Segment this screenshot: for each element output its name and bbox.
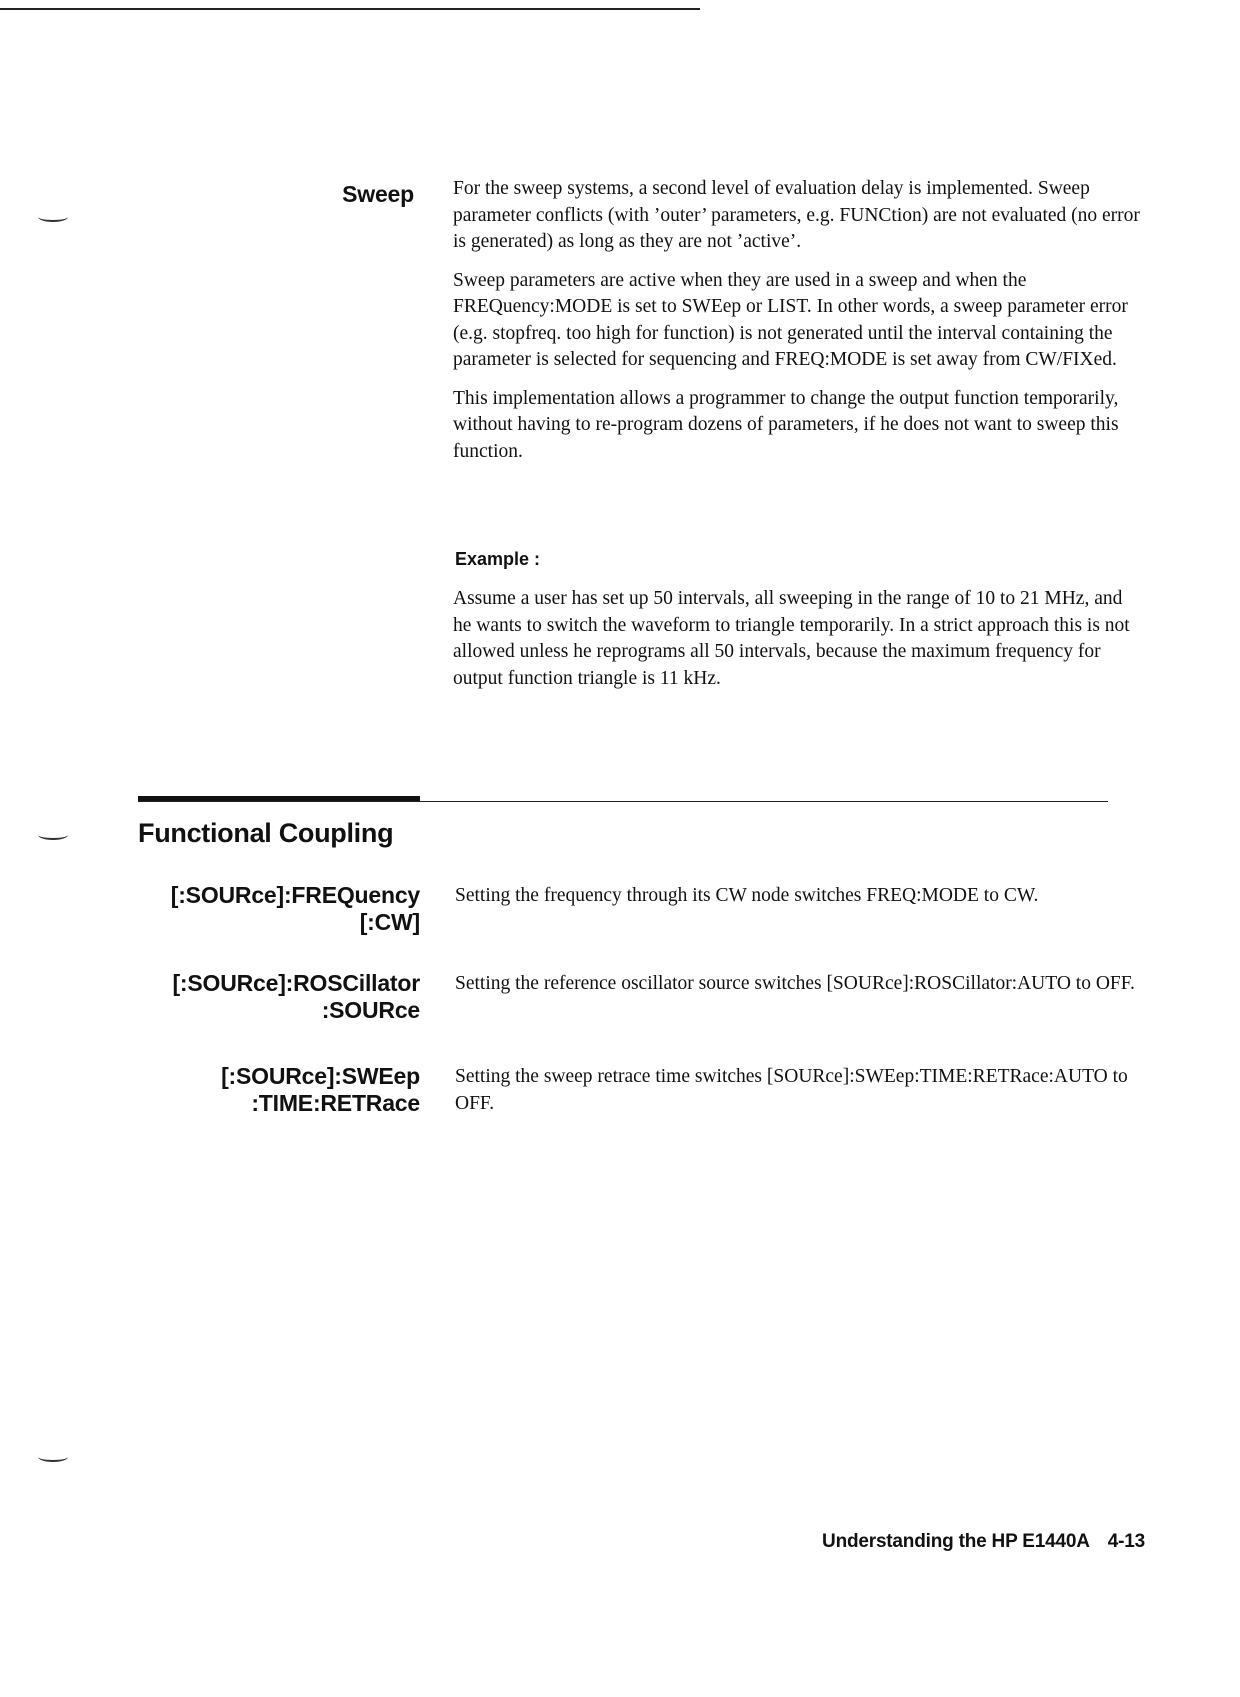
sweep-paragraph-3: This implementation allows a programmer to change the output function temporarily, without having to re-program dozens of parameters, if he does not want to sweep this function. [453,387,1119,462]
page-number: 4-13 [1107,1531,1145,1552]
coupling-label-line2: :TIME:RETRace [251,1090,420,1116]
top-rule [0,8,700,10]
coupling-text-frequency: Setting the frequency through its CW node switches FREQ:MODE to CW. [455,885,1039,906]
margin-mark-2 [38,830,68,840]
footer-title: Understanding the HP E1440A [822,1531,1090,1552]
example-body [453,586,1143,704]
coupling-label-line2: :SOURce [321,997,420,1023]
example-heading: Example : [455,549,541,569]
sweep-paragraph-1: For the sweep systems, a second level of evaluation delay is implemented. Sweep parameter conflicts (with ’outer’ parameters, e.g. FUNCtion) are not evaluated (no error is generated) as long as they are not ’active’. [453,178,1140,252]
coupling-text-sweep: Setting the sweep retrace time switches [SOURce]:SWEep:TIME:RETRace:AUTO to OFF. [455,1066,1128,1114]
sweep-paragraph-2: Sweep parameters are active when they are used in a sweep and when the FREQuency:MODE is set to SWEep or LIST. In other words, a sweep parameter error (e.g. stopfreq. too high for function) is not generated until the interval containing the parameter is selected for sequencing and FREQ:MODE is set away from CW/FIXed. [453,269,1128,370]
sweep-label: Sweep [342,181,414,207]
coupling-label-line1: [:SOURce]:ROSCillator [172,970,420,996]
coupling-label-line1: [:SOURce]:SWEep [221,1063,420,1089]
section-title: Functional Coupling [138,818,394,848]
coupling-text-roscillator: Setting the reference oscillator source switches [SOURce]:ROSCillator:AUTO to OFF. [455,973,1135,994]
margin-mark-1 [38,212,68,222]
coupling-label-roscillator [172,970,420,1024]
margin-mark-3 [38,1452,68,1462]
coupling-label-frequency [171,882,420,936]
example-text: Assume a user has set up 50 intervals, all sweeping in the range of 10 to 21 MHz, and he wants to switch the waveform to triangle temporarily. In a strict approach this is not allowed unless he reprograms all 50 intervals, because the maximum frequency for output function triangle is 11 kHz. [453,588,1130,689]
page-footer [822,1531,1145,1553]
coupling-label-sweep [221,1063,420,1117]
coupling-label-line2: [:CW] [359,909,420,935]
coupling-label-line1: [:SOURce]:FREQuency [170,882,420,908]
sweep-body [453,176,1143,477]
section-rule-thin [138,801,1108,802]
